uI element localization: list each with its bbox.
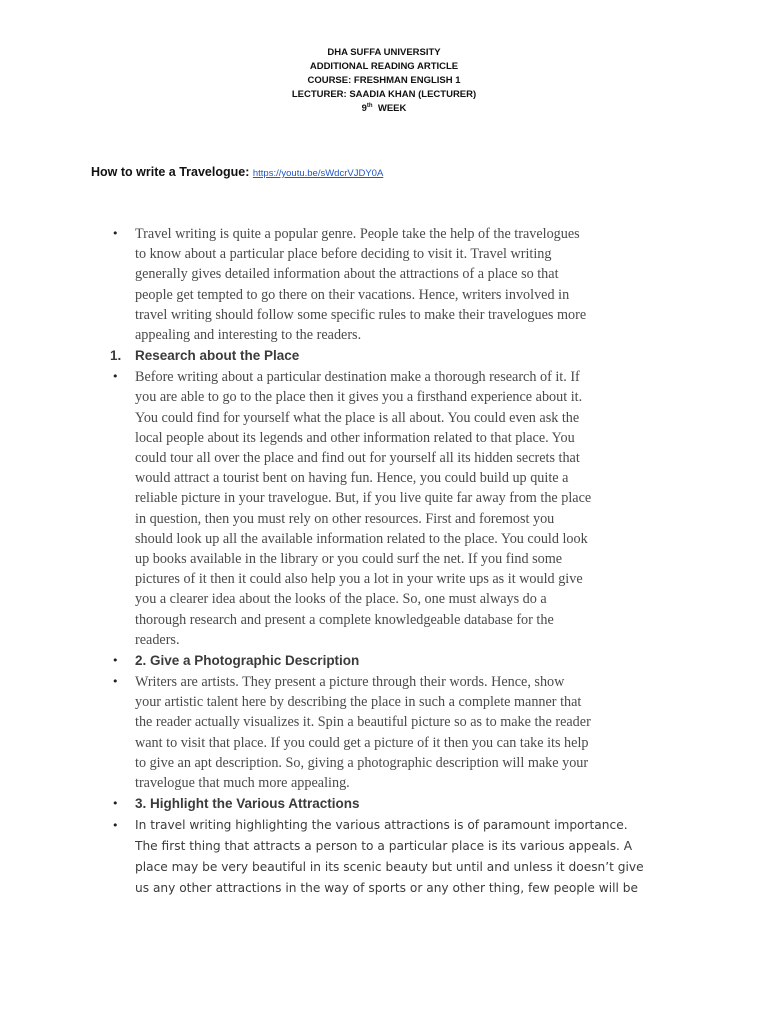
text-line: you are able to go to the place then it gives you a firsthand experience about it.	[135, 389, 583, 406]
week-number: 9	[361, 103, 367, 114]
section-3-heading-item	[110, 793, 685, 815]
text-line: your artistic talent here by describing the place in such a complete manner that	[135, 694, 582, 711]
article-title: How to write a Travelogue:	[91, 165, 250, 179]
text-line: place may be very beautiful in its scenic beauty but until and unless it doesn’t give	[135, 860, 644, 875]
text-line: you a clearer idea about the looks of the place. So, one must always do a	[135, 591, 547, 608]
document-header	[0, 46, 768, 116]
text-line: readers.	[135, 631, 180, 648]
text-line: the reader actually visualizes it. Spin a beautiful picture so as to make the reader	[135, 714, 591, 731]
text-line: In travel writing highlighting the various attractions is of paramount importance.	[135, 818, 628, 833]
text-line: want to visit that place. If you could get a picture of it then you can take its help	[135, 734, 589, 751]
bullet-icon: •	[112, 370, 119, 384]
course-name: COURSE: FRESHMAN ENGLISH 1	[307, 75, 461, 86]
lecturer-name: LECTURER: SAADIA KHAN (LECTURER)	[291, 89, 477, 100]
section-1-paragraph	[135, 367, 685, 650]
week-line	[0, 102, 768, 116]
video-link[interactable]: https://youtu.be/sWdcrVJDY0A	[252, 168, 384, 179]
text-line: pictures of it then it could also help you a lot in your write ups as it would give	[135, 571, 583, 588]
text-line: in question, then you must rely on other resources. First and foremost you	[135, 510, 555, 527]
text-line: us any other attractions in the way of sports or any other thing, few people will be	[135, 881, 639, 896]
bullet-icon: •	[112, 819, 119, 833]
intro-bullet-item	[110, 224, 685, 345]
bullet-icon: •	[112, 654, 119, 668]
text-line: travel writing should follow some specific rules to make their travelogues more	[135, 306, 587, 323]
text-line: generally gives detailed information about the attractions of a place so that	[135, 266, 559, 283]
section-2-heading-item	[110, 650, 685, 672]
text-line: people get tempted to go there on their vacations. Hence, writers involved in	[135, 286, 570, 303]
article-body	[110, 224, 685, 899]
university-name: DHA SUFFA UNIVERSITY	[327, 47, 441, 58]
text-line: Travel writing is quite a popular genre. People take the help of the travelogues	[135, 226, 580, 242]
week-label: WEEK	[377, 103, 407, 114]
text-line: should look up all the available information related to the place. You could look	[135, 530, 588, 547]
article-type: ADDITIONAL READING ARTICLE	[309, 61, 459, 72]
text-line: thorough research and present a complete knowledgeable database for the	[135, 611, 554, 628]
title-line	[91, 165, 383, 179]
text-line: local people about its legends and other information related to that place. You	[135, 429, 575, 446]
text-line: reliable picture in your travelogue. But, if you live quite far away from the place	[135, 490, 592, 507]
section-2-paragraph	[135, 672, 685, 793]
section-3-paragraph	[135, 815, 685, 899]
section-3-heading: 3. Highlight the Various Attractions	[135, 796, 360, 812]
text-line: would attract a tourist bent on having fun. Hence, you could build up quite a	[135, 470, 569, 487]
text-line: The first thing that attracts a person to a particular place is its various appeals. A	[135, 839, 633, 854]
section-2-heading: 2. Give a Photographic Description	[135, 653, 360, 669]
week-ordinal: th	[366, 102, 373, 109]
intro-paragraph	[135, 224, 685, 345]
section-1-heading: Research about the Place	[135, 348, 300, 364]
text-line: Before writing about a particular destination make a thorough research of it. If	[135, 369, 580, 386]
text-line: could tour all over the place and find out for yourself all its hidden secrets that	[135, 450, 580, 467]
bullet-icon: •	[112, 675, 119, 689]
bullet-icon: •	[112, 227, 119, 240]
text-line: to give an apt description. So, giving a photographic description will make your	[135, 754, 589, 771]
section-1-heading-item	[110, 345, 685, 367]
text-line: travelogue that much more appealing.	[135, 775, 350, 792]
section-2-bullet-item	[110, 672, 685, 793]
section-1-bullet-item	[110, 367, 685, 650]
text-line: You could find for yourself what the place is all about. You could even ask the	[135, 409, 580, 426]
text-line: up books available in the library or you could surf the net. If you find some	[135, 551, 563, 568]
text-line: Writers are artists. They present a picture through their words. Hence, show	[135, 674, 565, 691]
bullet-icon: •	[112, 797, 119, 811]
text-line: appealing and interesting to the readers.	[135, 327, 362, 344]
section-3-bullet-item	[110, 815, 685, 899]
section-1-number: 1.	[110, 348, 122, 364]
text-line: to know about a particular place before deciding to visit it. Travel writing	[135, 246, 552, 263]
